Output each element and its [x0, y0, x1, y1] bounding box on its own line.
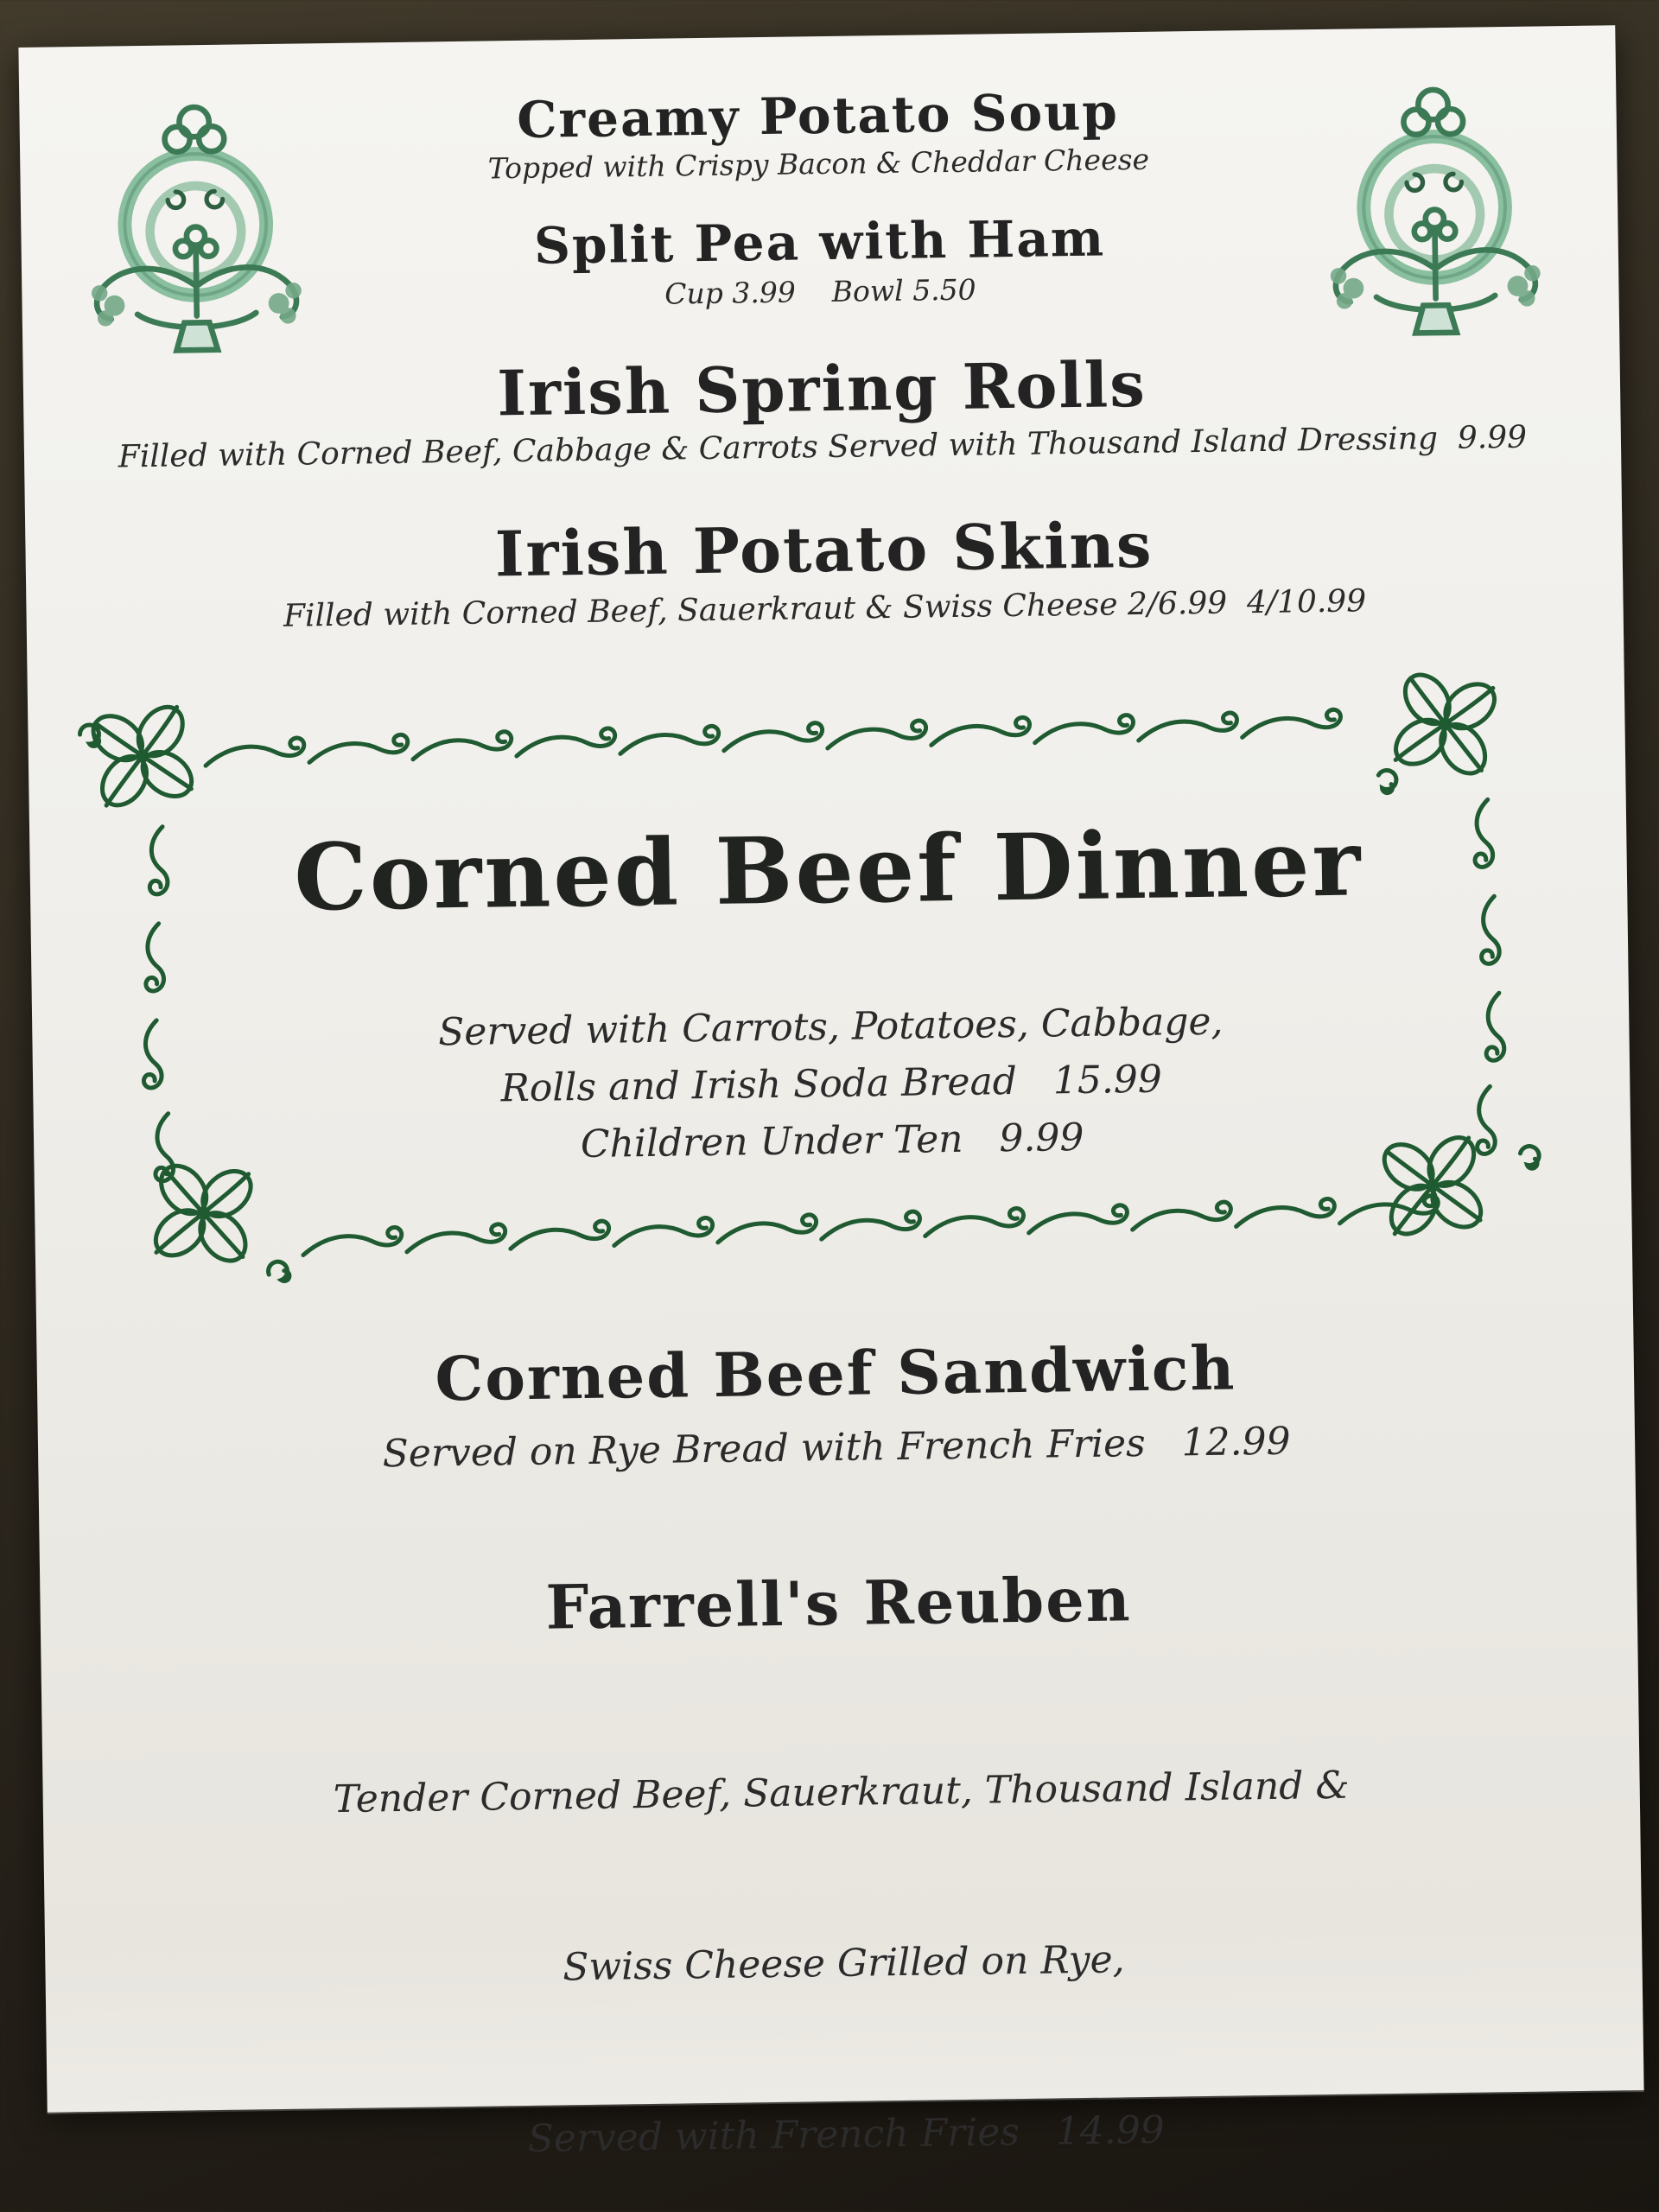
- item-desc-line: Tender Corned Beef, Sauerkraut, Thousand Island &: [333, 1764, 1350, 1822]
- menu-item-corned-beef-sandwich: [37, 1331, 1636, 1487]
- item-desc-line: Swiss Cheese Grilled on Rye,: [562, 1937, 1125, 1990]
- item-description: Topped with Crispy Bacon & Cheddar Cheese: [487, 142, 1150, 186]
- item-title: Split Pea with Ham: [533, 208, 1106, 276]
- menu-paper: [18, 25, 1643, 2162]
- featured-desc-line: Children Under Ten 9.99: [580, 1116, 1084, 1167]
- menu-item-irish-potato-skins: [25, 505, 1624, 640]
- item-title: Creamy Potato Soup: [516, 82, 1120, 149]
- menu-item-farrells-reuben: [40, 1560, 1646, 2212]
- item-title: Irish Potato Skins: [494, 507, 1154, 591]
- featured-section-corned-beef-dinner: [28, 668, 1633, 1300]
- item-desc-line: Served with French Fries 14.99: [527, 2108, 1166, 2162]
- item-title: Irish Spring Rolls: [496, 346, 1147, 429]
- item-description: [41, 1639, 1646, 2212]
- item-title: Corned Beef Sandwich: [434, 1332, 1236, 1415]
- celtic-wreath-left-icon: [64, 88, 327, 377]
- item-description: Filled with Corned Beef, Sauerkraut & Swiss Cheese 2/6.99 4/10.99: [283, 582, 1367, 634]
- featured-desc-line: Rolls and Irish Soda Bread 15.99: [500, 1058, 1163, 1111]
- featured-desc-line: Served with Carrots, Potatoes, Cabbage,: [437, 1000, 1224, 1055]
- featured-description: [32, 988, 1631, 1181]
- item-prices: Cup 3.99 Bowl 5.50: [664, 272, 976, 311]
- item-description: Served on Rye Bread with French Fries 12.99: [382, 1419, 1291, 1477]
- featured-title: Corned Beef Dinner: [293, 808, 1364, 931]
- celtic-wreath-right-icon: [1303, 71, 1567, 359]
- item-description: Filled with Corned Beef, Cabbage & Carrots Served with Thousand Island Dressing 9.99: [118, 419, 1528, 475]
- item-title: Farrell's Reuben: [545, 1563, 1133, 1643]
